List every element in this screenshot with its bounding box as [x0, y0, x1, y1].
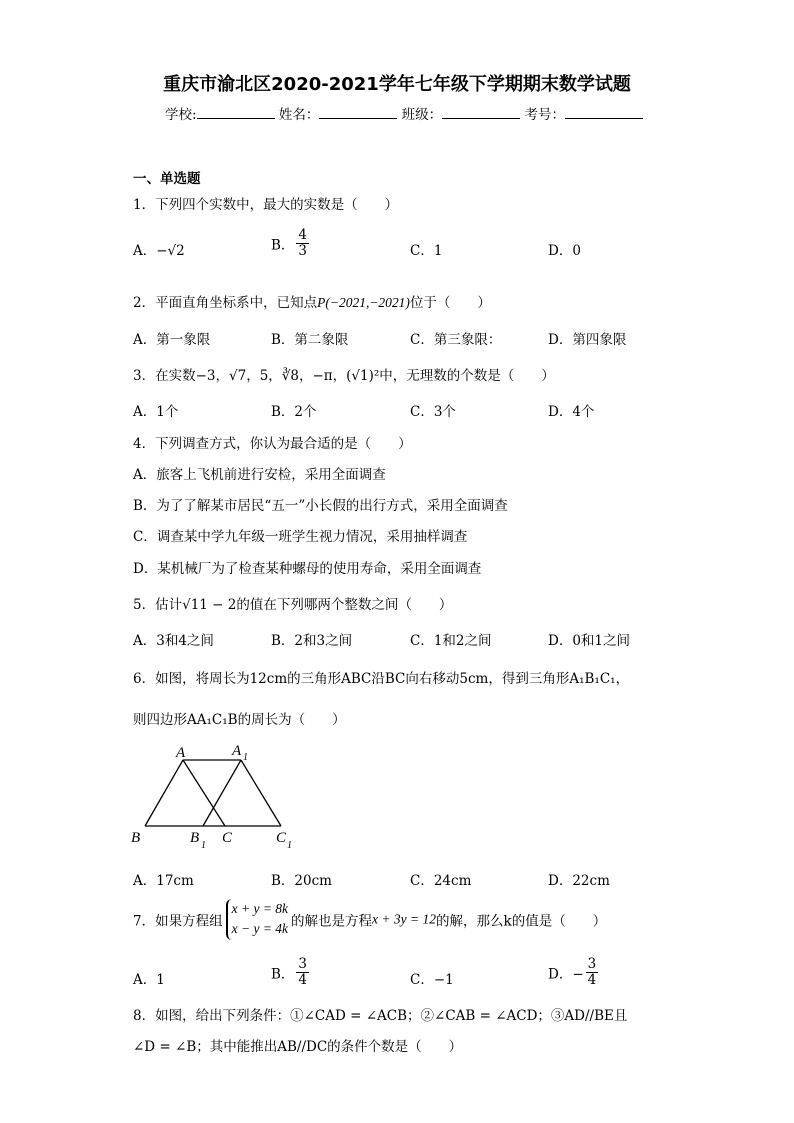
q3-option-c[interactable]: C．3个	[410, 404, 456, 420]
id-label: 考号：	[524, 107, 565, 123]
label-A1-sub: 1	[243, 752, 248, 763]
q1-stem: 1．下列四个实数中，最大的实数是（ ）	[133, 197, 399, 213]
q5-option-d[interactable]: D．0和1之间	[548, 633, 631, 649]
q7-equation-system: x + y = 8k x − y = 4k	[226, 899, 288, 940]
q6-stem-line2: 则四边形AA₁C₁B的周长为（ ）	[133, 712, 346, 728]
q2-option-a[interactable]: A．第一象限	[133, 332, 211, 348]
q4-option-c[interactable]: C．调查某中学九年级一班学生视力情况，采用抽样调查	[133, 529, 468, 545]
q7-stem: 7．如果方程组 x + y = 8k x − y = 4k 的解也是方程x + 3y = 12的解，那么k的值是（ ）	[133, 899, 606, 940]
class-blank[interactable]	[442, 106, 520, 119]
q6-option-b[interactable]: B．20cm	[271, 873, 332, 889]
q1-option-d[interactable]: D．0	[548, 243, 581, 259]
segment-A1B1	[203, 760, 241, 826]
q4-option-b[interactable]: B．为了了解某市居民“五一”小长假的出行方式，采用全面调查	[133, 498, 508, 514]
q2-option-d[interactable]: D．第四象限	[548, 332, 627, 348]
q3-option-a[interactable]: A．1个	[133, 404, 179, 420]
label-C1: C	[276, 830, 287, 846]
q6-option-c[interactable]: C．24cm	[410, 873, 472, 889]
q4-option-a[interactable]: A．旅客上飞机前进行安检，采用全面调查	[133, 467, 386, 483]
q4-stem: 4．下列调查方式，你认为最合适的是（ ）	[133, 436, 412, 452]
q3-option-d[interactable]: D．4个	[548, 404, 595, 420]
label-B1-sub: 1	[201, 840, 206, 851]
school-blank[interactable]	[197, 106, 275, 119]
segment-AB	[145, 760, 183, 826]
q7-option-a[interactable]: A．1	[133, 972, 165, 988]
q8-stem-line2: ∠D = ∠B；其中能推出AB//DC的条件个数是（ ）	[133, 1039, 463, 1055]
label-B1: B	[190, 830, 200, 846]
q1-option-b[interactable]: B． $\frac{4}{3}$	[271, 227, 308, 259]
q3-option-b[interactable]: B．2个	[271, 404, 317, 420]
q8-stem-line1: 8．如图，给出下列条件：①∠CAD = ∠ACB；②∠CAB = ∠ACD；③AD//BE且	[133, 1008, 628, 1024]
q2-stem: 2．平面直角坐标系中，已知点P(−2021,−2021)位于（ ）	[133, 295, 491, 311]
label-C1-sub: 1	[287, 840, 292, 851]
q2-option-b[interactable]: B．第二象限	[271, 332, 349, 348]
q2-option-c[interactable]: C．第三象限：	[410, 332, 502, 348]
q6-stem-line1: 6．如图，将周长为12cm的三角形ABC沿BC向右移动5cm，得到三角形A₁B₁C₁，	[133, 671, 630, 687]
name-label: 姓名：	[278, 107, 320, 123]
student-info-line	[165, 103, 643, 123]
q5-option-c[interactable]: C．1和2之间	[410, 633, 492, 649]
q7-option-c[interactable]: C．−1	[410, 972, 454, 988]
segment-AC	[183, 760, 225, 826]
q6-option-d[interactable]: D．22cm	[548, 873, 610, 889]
label-B: B	[131, 830, 141, 846]
q5-stem: 5．估计√11 − 2的值在下列哪两个整数之间（ ）	[133, 597, 453, 613]
name-blank[interactable]	[319, 106, 397, 119]
id-blank[interactable]	[565, 106, 643, 119]
q4-option-d[interactable]: D．某机械厂为了检查某种螺母的使用寿命，采用全面调查	[133, 561, 482, 577]
q5-option-b[interactable]: B．2和3之间	[271, 633, 353, 649]
q1-option-a[interactable]: A．−√2	[133, 243, 185, 259]
label-C: C	[222, 830, 233, 846]
label-A1: A	[232, 743, 242, 759]
school-label: 学校:	[165, 107, 197, 123]
q6-option-a[interactable]: A．17cm	[133, 873, 194, 889]
q7-option-b[interactable]: B． $\frac{3}{4}$	[271, 956, 308, 988]
q3-stem: 3．在实数−3，√7，5，∛8，−π，(√1)²中，无理数的个数是（ ）	[133, 368, 555, 384]
label-A: A	[176, 745, 186, 761]
page-title: 重庆市渝北区2020-2021学年七年级下学期期末数学试题	[163, 74, 631, 95]
q7-option-d[interactable]: D．− $\frac{3}{4}$	[548, 956, 597, 988]
q5-option-a[interactable]: A．3和4之间	[133, 633, 214, 649]
segment-A1C1	[241, 760, 281, 826]
q6-triangle-figure	[128, 738, 298, 853]
q1-option-c[interactable]: C．1	[410, 243, 443, 259]
class-label: 班级：	[401, 107, 443, 123]
section-heading: 一、单选题	[133, 171, 201, 187]
